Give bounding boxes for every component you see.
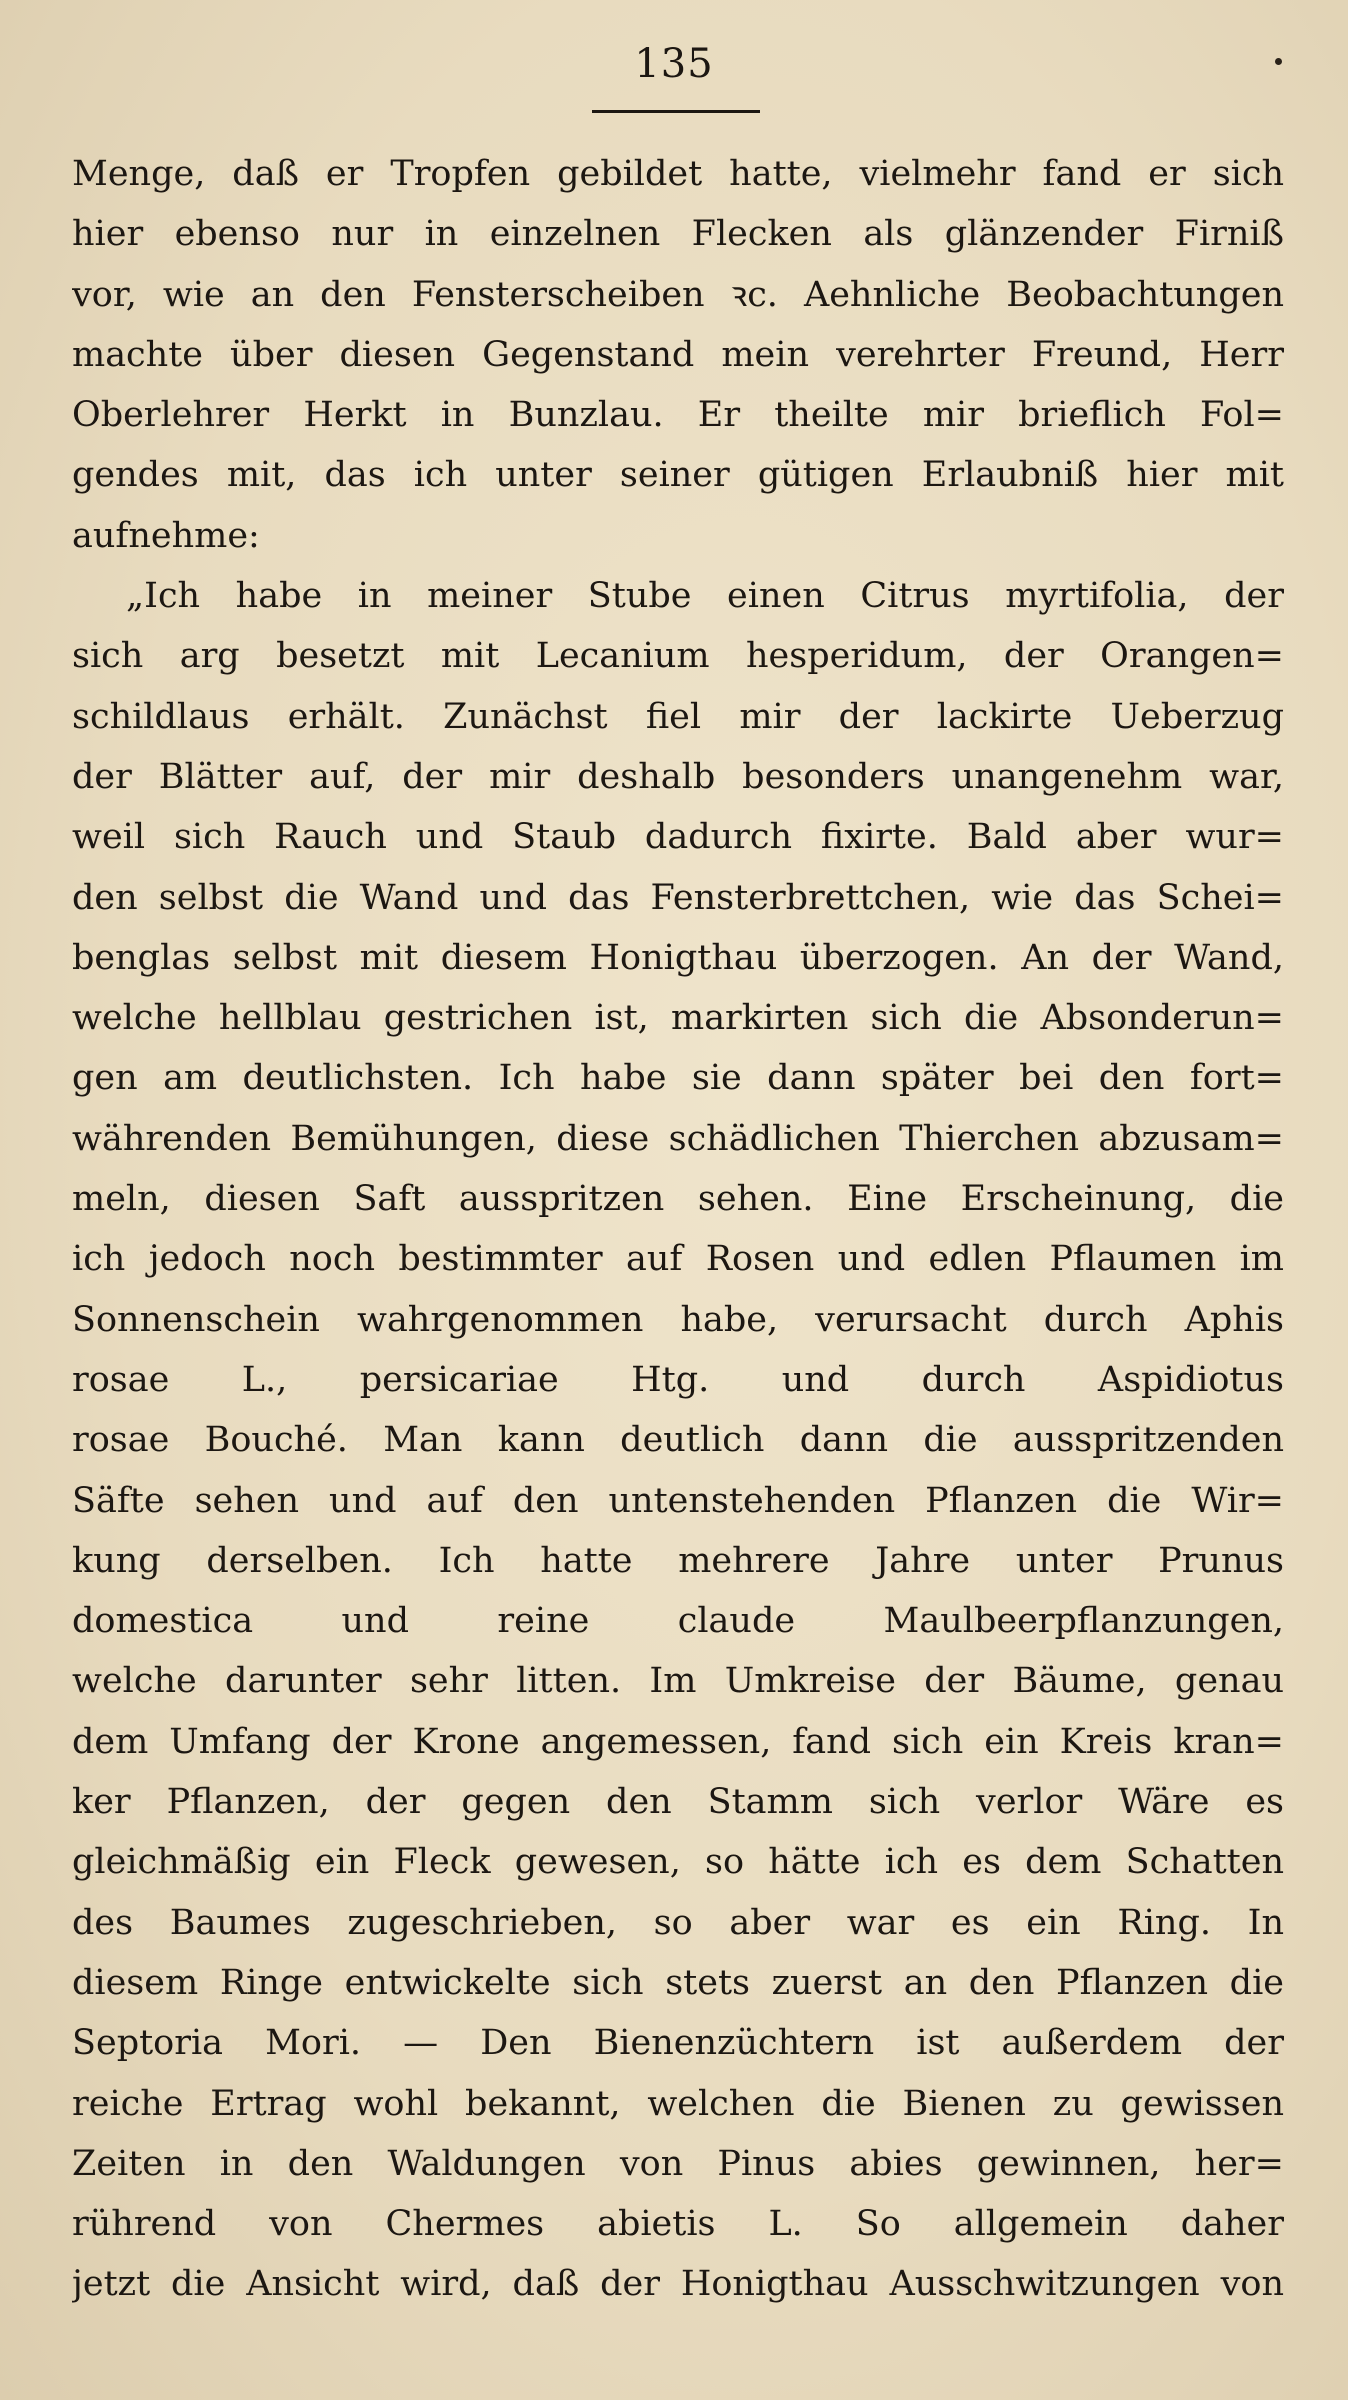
text-line: gen am deutlichsten. Ich habe sie dann später bei den fort= bbox=[72, 1058, 1284, 1099]
text-line: welche hellblau gestrichen ist, markirten sich die Absonderun= bbox=[72, 998, 1284, 1039]
text-line: sich arg besetzt mit Lecanium hesperidum, der Orangen= bbox=[72, 636, 1284, 677]
text-line: benglas selbst mit diesem Honigthau überzogen. An der Wand, bbox=[72, 937, 1284, 978]
text-line: gleichmäßig ein Fleck gewesen, so hätte ich es dem Schatten bbox=[72, 1842, 1284, 1883]
text-line: den selbst die Wand und das Fensterbrettchen, wie das Schei= bbox=[72, 877, 1284, 918]
text-line: rührend von Chermes abietis L. So allgemein daher bbox=[72, 2204, 1284, 2245]
header-rule bbox=[592, 110, 760, 113]
page-header bbox=[0, 41, 1348, 87]
text-line: der Blätter auf, der mir deshalb besonders unangenehm war, bbox=[72, 756, 1284, 797]
text-line: rosae L., persicariae Htg. und durch Aspidiotus bbox=[72, 1359, 1284, 1400]
text-line: domestica und reine claude Maulbeerpflanzungen, bbox=[72, 1601, 1284, 1642]
ink-speck bbox=[1275, 58, 1282, 65]
text-line: jetzt die Ansicht wird, daß der Honigthau Ausschwitzungen von bbox=[72, 2264, 1284, 2305]
text-line: rosae Bouché. Man kann deutlich dann die ausspritzenden bbox=[72, 1420, 1284, 1461]
text-line: Oberlehrer Herkt in Bunzlau. Er theilte mir brieflich Fol= bbox=[72, 395, 1284, 436]
text-line: machte über diesen Gegenstand mein verehrter Freund, Herr bbox=[72, 334, 1284, 375]
text-line: Säfte sehen und auf den untenstehenden Pflanzen die Wir= bbox=[72, 1480, 1284, 1521]
text-line: „Ich habe in meiner Stube einen Citrus myrtifolia, der bbox=[126, 576, 1284, 617]
text-line: hier ebenso nur in einzelnen Flecken als glänzender Firniß bbox=[72, 214, 1284, 255]
text-line: kung derselben. Ich hatte mehrere Jahre unter Prunus bbox=[72, 1540, 1284, 1581]
text-line: weil sich Rauch und Staub dadurch fixirte. Bald aber wur= bbox=[72, 817, 1284, 858]
text-line: ker Pflanzen, der gegen den Stamm sich verlor Wäre es bbox=[72, 1782, 1284, 1823]
text-line: vor, wie an den Fensterscheiben ꝛc. Aehnliche Beobachtungen bbox=[72, 274, 1284, 315]
text-line: Zeiten in den Waldungen von Pinus abies gewinnen, her= bbox=[72, 2143, 1284, 2184]
text-line: diesem Ringe entwickelte sich stets zuerst an den Pflanzen die bbox=[72, 1962, 1284, 2003]
page-number: 135 bbox=[634, 41, 714, 87]
text-line: dem Umfang der Krone angemessen, fand sich ein Kreis kran= bbox=[72, 1721, 1284, 1762]
text-line: Menge, daß er Tropfen gebildet hatte, vielmehr fand er sich bbox=[72, 154, 1284, 194]
text-line: schildlaus erhält. Zunächst fiel mir der lackirte Ueberzug bbox=[72, 696, 1284, 737]
text-line: welche darunter sehr litten. Im Umkreise der Bäume, genau bbox=[72, 1661, 1284, 1702]
text-line: Sonnenschein wahrgenommen habe, verursacht durch Aphis bbox=[72, 1299, 1284, 1340]
text-line: aufnehme: bbox=[72, 515, 260, 556]
text-line: Septoria Mori. — Den Bienenzüchtern ist außerdem der bbox=[72, 2023, 1284, 2064]
text-line: meln, diesen Saft ausspritzen sehen. Eine Erscheinung, die bbox=[72, 1179, 1284, 1220]
text-line: ich jedoch noch bestimmter auf Rosen und edlen Pflaumen im bbox=[72, 1239, 1284, 1280]
text-line: reiche Ertrag wohl bekannt, welchen die Bienen zu gewissen bbox=[72, 2083, 1284, 2124]
text-line: währenden Bemühungen, diese schädlichen Thierchen abzusam= bbox=[72, 1118, 1284, 1159]
body-text bbox=[72, 144, 1284, 2315]
text-line: des Baumes zugeschrieben, so aber war es ein Ring. In bbox=[72, 1902, 1284, 1943]
text-line: gendes mit, das ich unter seiner gütigen Erlaubniß hier mit bbox=[72, 455, 1284, 496]
